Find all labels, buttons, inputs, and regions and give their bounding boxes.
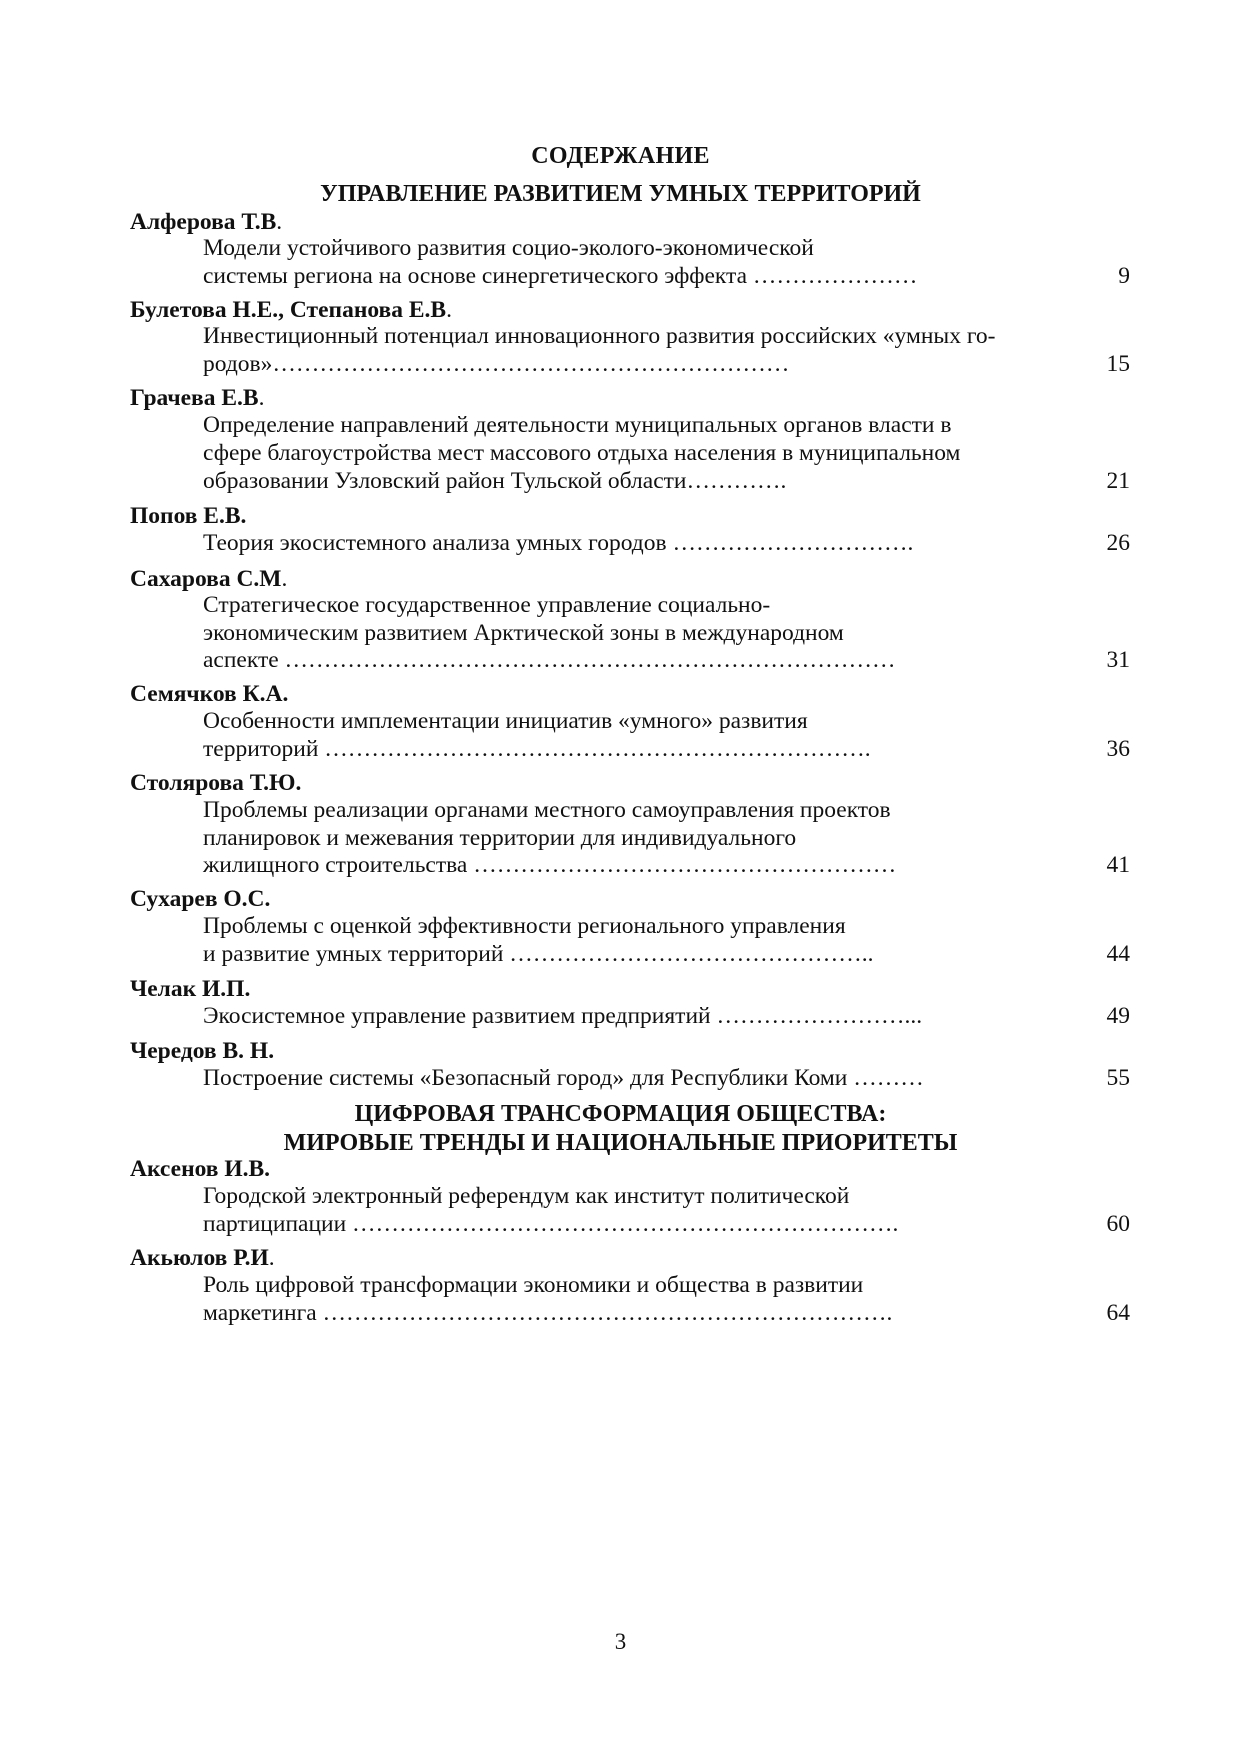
entry-title-line: образовании Узловский район Тульской области…………. <box>203 468 787 494</box>
entry-page-number: 44 <box>1106 941 1130 967</box>
entry-author: Столярова Т.Ю. <box>130 770 302 796</box>
entry-title-line: Теория экосистемного анализа умных городов …………………………. <box>203 530 914 556</box>
contents-title: СОДЕРЖАНИЕ <box>531 143 710 169</box>
entry-author: Сахарова С.М. <box>130 566 288 592</box>
entry-title-line: Стратегическое государственное управление социально- <box>203 592 771 618</box>
entry-title-line: Построение системы «Безопасный город» для Республики Коми ……… <box>203 1065 924 1091</box>
entry-title-line: планировок и межевания территории для индивидуального <box>203 825 797 851</box>
entry-author: Сухарев О.С. <box>130 886 271 912</box>
toc-entry[interactable] <box>130 565 1130 673</box>
entry-title-line: системы региона на основе синергетического эффекта ………………… <box>203 263 918 289</box>
toc-entry[interactable] <box>130 975 1130 1029</box>
entry-title-line: территорий ……………………………………………………………. <box>203 736 871 762</box>
section-heading-digital-transformation <box>0 1100 1241 1158</box>
entry-page-number: 36 <box>1106 736 1130 762</box>
entry-page-number: 64 <box>1106 1300 1130 1326</box>
toc-entry[interactable] <box>130 769 1130 878</box>
entry-title-line: маркетинга ………………………………………………………………. <box>203 1300 893 1326</box>
entry-author: Алферова Т.В. <box>130 209 283 235</box>
entry-author: Попов Е.В. <box>130 503 247 529</box>
entry-title-line: и развитие умных территорий ……………………………………….. <box>203 941 874 967</box>
entry-page-number: 9 <box>1118 263 1130 289</box>
page-number: 3 <box>614 1629 627 1654</box>
entry-author: Булетова Н.Е., Степанова Е.В. <box>130 297 452 323</box>
toc-entry[interactable] <box>130 885 1130 967</box>
entry-title-line: сфере благоустройства мест массового отдыха населения в муниципальном <box>203 440 961 466</box>
entry-author: Акьюлов Р.И. <box>130 1245 275 1271</box>
entry-author: Семячков К.А. <box>130 681 289 707</box>
entry-title-line: родов»………………………………………………………… <box>203 351 790 377</box>
entry-page-number: 21 <box>1106 468 1130 494</box>
entry-page-number: 31 <box>1106 647 1130 673</box>
entry-title-line: Городской электронный референдум как институт политической <box>203 1183 850 1209</box>
toc-entry[interactable] <box>130 208 1130 289</box>
toc-entry[interactable] <box>130 680 1130 762</box>
entry-title-line: Модели устойчивого развития социо-эколого-экономической <box>203 235 814 261</box>
entry-page-number: 49 <box>1106 1003 1130 1029</box>
entry-title-line: Роль цифровой трансформации экономики и общества в развитии <box>203 1272 864 1298</box>
toc-entry[interactable] <box>130 1037 1130 1091</box>
entry-page-number: 41 <box>1106 852 1130 878</box>
entry-page-number: 15 <box>1106 351 1130 377</box>
toc-entry[interactable] <box>130 296 1130 377</box>
entry-author: Челак И.П. <box>130 976 251 1002</box>
entry-title-line: аспекте …………………………………………………………………… <box>203 647 896 673</box>
entry-title-line: Особенности имплементации инициатив «умного» развития <box>203 708 808 734</box>
toc-entry[interactable] <box>130 1244 1130 1326</box>
entry-title-line: партиципации ……………………………………………………………. <box>203 1211 899 1237</box>
entry-title-line: Проблемы с оценкой эффективности регионального управления <box>203 913 846 939</box>
toc-entry[interactable] <box>130 502 1130 556</box>
toc-entry[interactable] <box>130 1155 1130 1237</box>
entry-title-line: Инвестиционный потенциал инновационного развития российских «умных го- <box>203 323 996 349</box>
entry-title-line: жилищного строительства ……………………………………………… <box>203 852 897 878</box>
entry-title-line: Определение направлений деятельности муниципальных органов власти в <box>203 412 952 438</box>
section-heading-line: МИРОВЫЕ ТРЕНДЫ И НАЦИОНАЛЬНЫЕ ПРИОРИТЕТЫ <box>283 1130 958 1156</box>
entry-page-number: 26 <box>1106 530 1130 556</box>
entry-author: Грачева Е.В. <box>130 385 265 411</box>
toc-entry[interactable] <box>130 384 1130 494</box>
entry-author: Чередов В. Н. <box>130 1038 275 1064</box>
entry-page-number: 55 <box>1106 1065 1130 1091</box>
entry-author: Аксенов И.В. <box>130 1156 271 1182</box>
entry-title-line: экономическим развитием Арктической зоны в международном <box>203 620 844 646</box>
section-heading-line: ЦИФРОВАЯ ТРАНСФОРМАЦИЯ ОБЩЕСТВА: <box>354 1101 887 1127</box>
entry-title-line: Проблемы реализации органами местного самоуправления проектов <box>203 797 891 823</box>
entry-page-number: 60 <box>1106 1211 1130 1237</box>
section-heading-smart-territories: УПРАВЛЕНИЕ РАЗВИТИЕМ УМНЫХ ТЕРРИТОРИЙ <box>320 181 921 207</box>
entry-title-line: Экосистемное управление развитием предприятий ……………………... <box>203 1003 923 1029</box>
